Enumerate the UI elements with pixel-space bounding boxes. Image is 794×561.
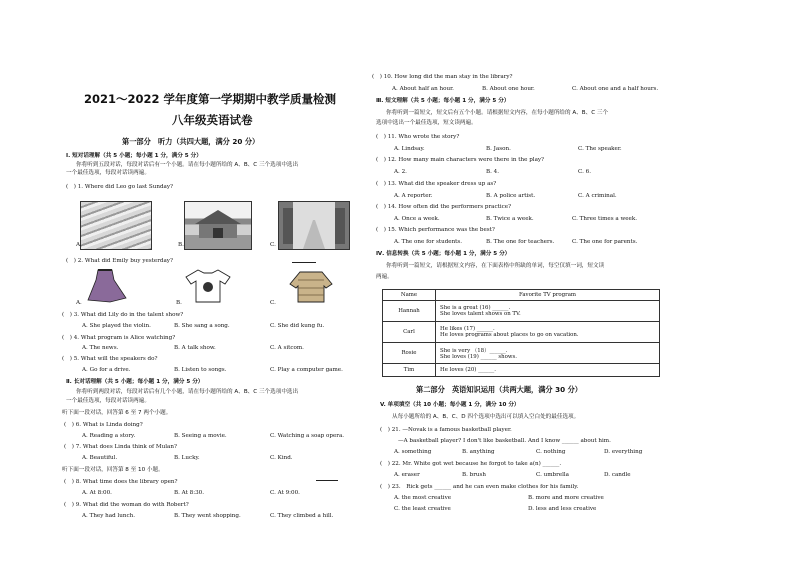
- q10-option-b: B. About one hour.: [482, 86, 535, 92]
- q13-option-c: C. A criminal.: [578, 193, 617, 199]
- table-row: [383, 364, 660, 377]
- q8-option-a: A. At 8:00.: [82, 490, 112, 496]
- q5-option-c: C. Play a computer game.: [270, 367, 343, 373]
- sec5-instruction: 从每小题所给的 A、B、C、D 四个选项中选出可以填入空白处的最佳选项。: [392, 414, 580, 420]
- part2-heading: 第二部分 英语知识运用（共两大题，满分 30 分）: [416, 385, 582, 394]
- q15-option-a: A. The one for students.: [394, 239, 463, 245]
- sec3-heading: Ⅲ. 短文理解（共 5 小题；每小题 1 分，满分 5 分）: [376, 98, 510, 104]
- sweater-icon: [288, 268, 334, 304]
- q3-option-c: C. She did kung fu.: [270, 323, 325, 329]
- question-10: ( ) 10. How long did the man stay in the library?: [372, 74, 513, 80]
- q1-option-a: A.: [76, 242, 82, 248]
- q2-option-c: C.: [270, 300, 276, 306]
- table-cell-program: [436, 322, 660, 343]
- q1-option-c: C.: [270, 242, 276, 248]
- table-cell-name: Carl: [383, 322, 436, 343]
- q10-option-a: A. About half an hour.: [392, 86, 454, 92]
- q10-option-c: C. About one and a half hours.: [572, 86, 659, 92]
- q6-option-c: C. Watching a soap opera.: [270, 433, 345, 439]
- question-21: ( ) 21. —Novak is a famous basketball player.: [380, 427, 512, 433]
- q14-option-c: C. Three times a week.: [572, 216, 638, 222]
- answer-line: [292, 262, 316, 263]
- question-2: ( ) 2. What did Emily buy yesterday?: [66, 258, 173, 264]
- table-line: She is very （18）______.: [440, 348, 508, 354]
- sec2-instruction: 你将听到两段对话，每段对话后有几个小题，请在每小题所给的 A、B、C 三个选项中选出: [76, 389, 299, 395]
- sec5-heading: V. 单项填空（共 10 小题；每小题 1 分，满分 10 分）: [380, 402, 520, 408]
- table-cell-name: Tim: [383, 364, 436, 377]
- sec1-heading: Ⅰ. 短对话理解（共 5 小题；每小题 1 分，满分 5 分）: [66, 153, 202, 159]
- question-5: ( ) 5. What will the speakers do?: [62, 356, 158, 362]
- table-line: He loves (20) ______.: [440, 367, 496, 373]
- table-row: [383, 343, 660, 364]
- q11-option-b: B. Jason.: [486, 146, 511, 152]
- q4-option-b: B. A talk show.: [174, 345, 216, 351]
- listen-instruction-1: 听下面一段对话，回答第 6 至 7 两个小题。: [62, 410, 172, 416]
- q3-option-a: A. She played the violin.: [82, 323, 151, 329]
- part1-heading: 第一部分 听力（共四大题，满分 20 分）: [122, 137, 260, 146]
- left-column: [62, 0, 372, 561]
- q15-option-c: C. The one for parents.: [572, 239, 638, 245]
- q3-option-b: B. She sang a song.: [174, 323, 230, 329]
- street-picture: [278, 201, 350, 250]
- q13-option-a: A. A reporter.: [394, 193, 433, 199]
- q9-option-a: A. They had lunch.: [82, 513, 135, 519]
- question-3: ( ) 3. What did Lily do in the talent show?: [62, 312, 184, 318]
- question-13: ( ) 13. What did the speaker dress up as?: [376, 181, 497, 187]
- table-header-name: Name: [383, 290, 436, 301]
- q22-option-c: C. umbrella: [536, 472, 570, 478]
- q5-option-a: A. Go for a drive.: [82, 367, 131, 373]
- palace-icon: [185, 202, 251, 249]
- q11-option-a: A. Lindsay.: [394, 146, 425, 152]
- table-line: He loves programs about places to go on vacation.: [440, 332, 579, 338]
- great-wall-picture: [80, 201, 152, 250]
- q8-option-c: C. At 9:00.: [270, 490, 300, 496]
- question-4: ( ) 4. What program is Alice watching?: [62, 335, 176, 341]
- q21-option-d: D. everything: [604, 449, 643, 455]
- table-header-program: Favorite TV program: [436, 290, 660, 301]
- table-cell-name: Rosie: [383, 343, 436, 364]
- q6-option-a: A. Reading a story.: [82, 433, 136, 439]
- question-6: ( ) 6. What is Linda doing?: [64, 422, 143, 428]
- sec3-instruction-2: 选项中选出一个最佳选项，短文读两遍。: [376, 120, 477, 126]
- q5-option-b: B. Listen to songs.: [174, 367, 227, 373]
- sec1-instruction: 你将听到五段对话，每段对话后有一个小题。请在每小题所给的 A、B、C 三个选项中选出: [76, 162, 299, 168]
- sec4-instruction: 你将听到一篇短文，请根据短文内容，在下面表格中所缺的单词，每空仅填一词，短文读: [386, 263, 605, 269]
- q1-option-b: B.: [178, 242, 184, 248]
- q4-option-a: A. The news.: [82, 345, 119, 351]
- listen-instruction-2: 听下面一段对话，回答第 8 至 10 小题。: [62, 467, 164, 473]
- q2-option-a: A.: [76, 300, 82, 306]
- table-cell-program: [436, 343, 660, 364]
- q15-option-b: B. The one for teachers.: [486, 239, 555, 245]
- table-line: She is a great (16) ______.: [440, 305, 511, 311]
- q14-option-b: B. Twice a week.: [486, 216, 534, 222]
- question-7: ( ) 7. What does Linda think of Mulan?: [64, 444, 177, 450]
- question-1: ( ) 1. Where did Leo go last Sunday?: [66, 184, 174, 190]
- q22-option-d: D. candle: [604, 472, 631, 478]
- question-9: ( ) 9. What did the woman do with Robert?: [64, 502, 189, 508]
- q23-option-a: A. the most creative: [394, 495, 452, 501]
- table-cell-name: Hannah: [383, 301, 436, 322]
- q9-option-c: C. They climbed a hill.: [270, 513, 334, 519]
- table-cell-program: [436, 301, 660, 322]
- q21-option-c: C. nothing: [536, 449, 566, 455]
- table-row: [383, 322, 660, 343]
- q7-option-b: B. Lucky.: [174, 455, 200, 461]
- q2-option-b: B.: [176, 300, 182, 306]
- street-icon: [279, 202, 349, 249]
- q4-option-c: C. A sitcom.: [270, 345, 304, 351]
- table-line: She loves (19) ______ shows.: [440, 354, 517, 360]
- q12-option-c: C. 6.: [578, 169, 591, 175]
- q23-option-b: B. more and more creative: [528, 495, 604, 501]
- q12-option-b: B. 4.: [486, 169, 500, 175]
- q21-option-a: A. something: [394, 449, 432, 455]
- q22-option-a: A. eraser: [394, 472, 420, 478]
- q7-option-c: C. Kind.: [270, 455, 293, 461]
- q11-option-c: C. The speaker.: [578, 146, 622, 152]
- question-8: ( ) 8. What time does the library open?: [64, 479, 178, 485]
- q8-option-b: B. At 8:30.: [174, 490, 204, 496]
- question-15: ( ) 15. Which performance was the best?: [376, 227, 495, 233]
- sec2-heading: Ⅱ. 长对话理解（共 5 小题；每小题 1 分，满分 5 分）: [66, 379, 204, 385]
- favorite-tv-table: [382, 289, 660, 377]
- question-22: ( ) 22. Mr. White got wet because he forgot to take a(n) ______.: [380, 461, 562, 467]
- q14-option-a: A. Once a week.: [394, 216, 440, 222]
- question-14: ( ) 14. How often did the performers practice?: [376, 204, 512, 210]
- q23-option-c: C. the least creative: [394, 506, 451, 512]
- table-line: She loves talent shows on TV.: [440, 311, 521, 317]
- question-23: ( ) 23. Rick gets ______ and he can even make clothes for his family.: [380, 484, 579, 490]
- q23-option-d: D. less and less creative: [528, 506, 597, 512]
- sec1-instruction-2: 一个最佳选项，每段对话读两遍。: [66, 170, 150, 176]
- q9-option-b: B. They went shopping.: [174, 513, 241, 519]
- table-header-row: [383, 290, 660, 301]
- t-shirt-icon: [184, 268, 232, 304]
- sec2-instruction-2: 一个最佳选项，每段对话读两遍。: [66, 398, 150, 404]
- question-21-reply: —A basketball player? I don't like basketball. And I know ______ about him.: [398, 438, 611, 444]
- q13-option-b: B. A police artist.: [486, 193, 536, 199]
- q22-option-b: B. brush: [462, 472, 486, 478]
- exam-subtitle: 八年级英语试卷: [172, 113, 253, 127]
- question-11: ( ) 11. Who wrote the story?: [376, 134, 460, 140]
- question-12: ( ) 12. How many main characters were there in the play?: [376, 157, 545, 163]
- exam-title: 2021～2022 学年度第一学期期中教学质量检测: [84, 92, 337, 106]
- answer-line: [316, 480, 338, 481]
- q12-option-a: A. 2.: [394, 169, 407, 175]
- table-line: He likes (17) ______.: [440, 326, 495, 332]
- palace-picture: [184, 201, 252, 250]
- q21-option-b: B. anything: [462, 449, 495, 455]
- q6-option-b: B. Seeing a movie.: [174, 433, 227, 439]
- table-row: [383, 301, 660, 322]
- sec4-heading: Ⅳ. 信息转换（共 5 小题；每小题 1 分，满分 5 分）: [376, 251, 511, 257]
- skirt-icon: [82, 268, 128, 304]
- sec3-instruction: 你将听到一篇短文，短文后有五个小题。请根据短文内容，在每小题所给的 A、B、C 三个: [386, 110, 609, 116]
- sec4-instruction-2: 两遍。: [376, 274, 393, 280]
- q7-option-a: A. Beautiful.: [82, 455, 118, 461]
- table-cell-program: [436, 364, 660, 377]
- right-column: [372, 0, 678, 561]
